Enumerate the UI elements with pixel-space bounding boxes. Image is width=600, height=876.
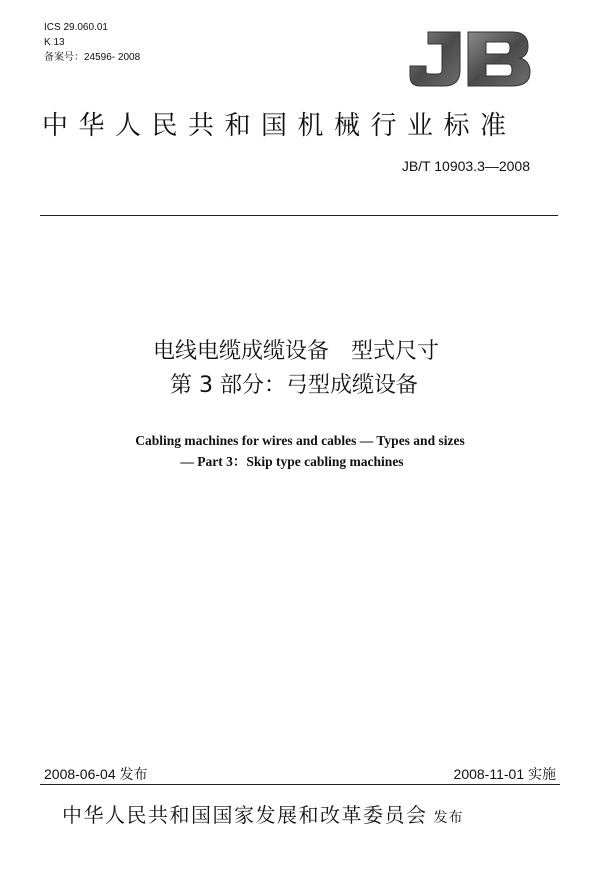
jb-logo	[408, 30, 532, 88]
standard-category-title: 中华人民共和国机械行业标准	[42, 111, 517, 141]
ics-code: ICS 29.060.01	[44, 22, 108, 33]
logo-letter-j	[410, 32, 460, 86]
issuer-suffix: 发布	[433, 810, 464, 826]
standard-number: JB/T 10903.3—2008	[401, 158, 530, 174]
header-divider	[40, 215, 558, 216]
implementation-date: 2008-11-01 实施	[453, 766, 556, 782]
document-title-en-line1: Cabling machines for wires and cables — Types and sizes	[135, 433, 465, 448]
document-title-cn-line2: 第 3 部分：弓型成缆设备	[170, 373, 418, 398]
logo-letter-b	[468, 32, 530, 86]
category-code: K 13	[44, 37, 65, 48]
footer-divider	[40, 784, 560, 785]
issue-date: 2008-06-04 发布	[44, 766, 148, 782]
document-title-en-line2: — Part 3：Skip type cabling machines	[180, 454, 404, 469]
document-title-cn-line1: 电线电缆成缆设备 型式尺寸	[152, 339, 439, 364]
issuer-name: 中华人民共和国国家发展和改革委员会	[62, 803, 428, 827]
issuing-authority	[62, 800, 464, 833]
record-number: 备案号：24596- 2008	[44, 52, 141, 63]
